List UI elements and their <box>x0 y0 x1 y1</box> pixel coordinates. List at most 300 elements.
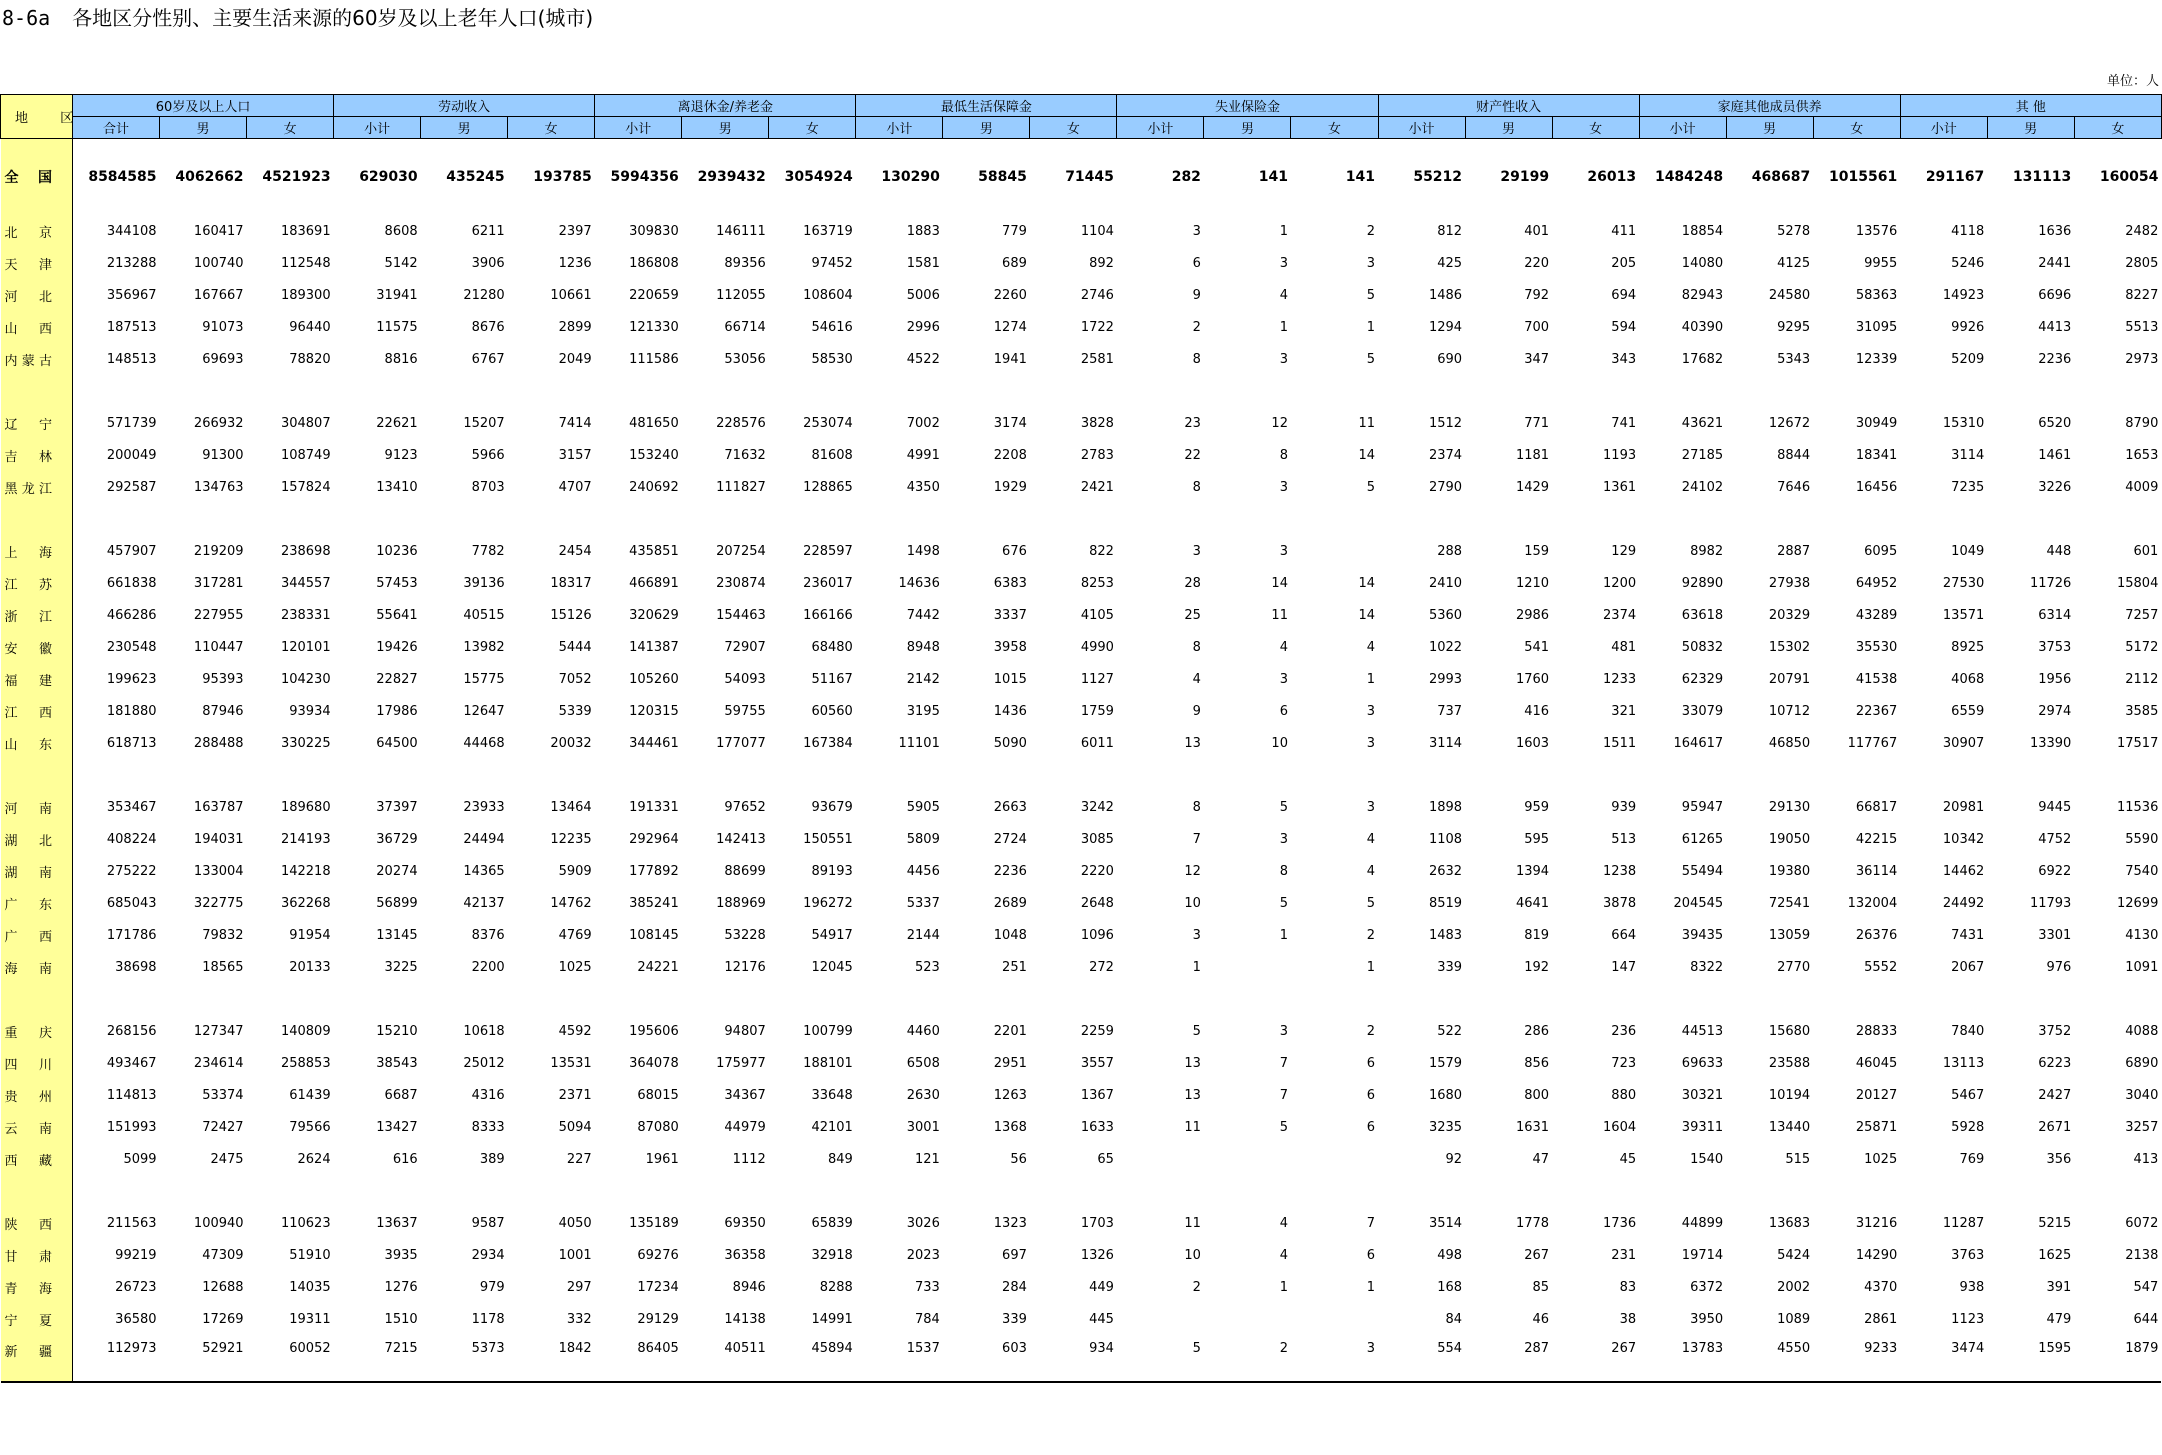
table-cell: 697 <box>1002 1247 1027 1263</box>
table-cell: 9 <box>1192 287 1201 303</box>
table-cell: 51167 <box>811 671 853 687</box>
table-cell: 15680 <box>1768 1023 1811 1039</box>
table-cell: 104230 <box>280 671 331 687</box>
table-cell: 129 <box>1611 543 1637 559</box>
table-cell: 1274 <box>993 319 1027 335</box>
table-cell: 1 <box>1192 959 1201 975</box>
table-cell: 3225 <box>384 959 418 975</box>
table-cell: 9 <box>1192 703 1201 719</box>
table-cell: 71445 <box>1065 169 1114 185</box>
table-cell: 1048 <box>993 927 1027 943</box>
table-cell: 219209 <box>193 543 244 559</box>
table-cell: 1001 <box>558 1247 592 1263</box>
table-cell: 4125 <box>1777 255 1811 271</box>
table-cell: 205 <box>1611 255 1637 271</box>
table-cell: 3242 <box>1080 799 1114 815</box>
region-name: 重 庆 <box>1 1015 73 1047</box>
table-cell: 344108 <box>106 223 157 239</box>
table-cell: 17517 <box>2116 735 2159 751</box>
table-cell: 5090 <box>993 735 1027 751</box>
table-cell: 2986 <box>1515 607 1550 623</box>
table-cell: 661838 <box>106 575 157 591</box>
spacer-row <box>1 759 2162 791</box>
table-cell: 723 <box>1611 1055 1637 1071</box>
table-cell: 4350 <box>906 479 940 495</box>
table-cell: 13783 <box>1639 1335 1726 1382</box>
header-sub-1-1: 男 <box>421 117 508 139</box>
table-cell: 2421 <box>1080 479 1114 495</box>
table-cell: 253074 <box>803 415 853 431</box>
table-cell: 6223 <box>2038 1055 2072 1071</box>
region-name: 青 海 <box>1 1271 73 1303</box>
table-cell: 29199 <box>1500 169 1550 185</box>
table-cell: 7 <box>1192 831 1201 847</box>
table-cell: 266932 <box>193 415 244 431</box>
table-cell: 284 <box>1002 1279 1027 1295</box>
table-cell: 1276 <box>384 1279 418 1295</box>
table-cell: 141387 <box>629 639 679 655</box>
table-cell: 391 <box>2046 1279 2072 1295</box>
header-sub-3-0: 小计 <box>856 117 943 139</box>
table-cell: 43289 <box>1855 607 1898 623</box>
table-cell: 31941 <box>376 287 418 303</box>
table-cell: 30321 <box>1681 1087 1724 1103</box>
table-cell: 468687 <box>1751 169 1811 185</box>
table-cell: 356967 <box>106 287 157 303</box>
table-cell: 700 <box>1524 319 1550 335</box>
header-sub-4-0: 小计 <box>1117 117 1204 139</box>
table-cell: 3114 <box>1428 735 1463 751</box>
table-cell: 61439 <box>289 1087 331 1103</box>
table-cell: 18341 <box>1855 447 1898 463</box>
table-cell: 20791 <box>1768 671 1811 687</box>
table-cell: 741 <box>1611 415 1637 431</box>
table-cell: 3935 <box>384 1247 418 1263</box>
table-cell: 2805 <box>2125 255 2159 271</box>
table-cell: 11287 <box>1942 1215 1985 1231</box>
table-cell: 36358 <box>724 1247 766 1263</box>
table-cell: 1604 <box>1603 1119 1637 1135</box>
table-cell: 2260 <box>993 287 1027 303</box>
table-cell: 344557 <box>280 575 331 591</box>
table-cell: 230874 <box>716 575 766 591</box>
table-cell: 31216 <box>1855 1215 1898 1231</box>
table-cell: 41538 <box>1855 671 1898 687</box>
table-cell: 7540 <box>2125 863 2159 879</box>
header-sub-6-1: 男 <box>1726 117 1813 139</box>
table-cell: 317281 <box>193 575 244 591</box>
statistics-table <box>0 94 2162 1383</box>
table-cell: 117767 <box>1847 735 1898 751</box>
table-cell: 19050 <box>1768 831 1811 847</box>
table-cell: 779 <box>1002 223 1027 239</box>
table-cell: 26013 <box>1587 169 1637 185</box>
table-cell: 20274 <box>376 863 418 879</box>
table-cell: 2236 <box>2038 351 2072 367</box>
table-title: 各地区分性别、主要生活来源的60岁及以上老年人口(城市) <box>72 6 594 30</box>
table-cell: 1361 <box>1603 479 1637 495</box>
region-name: 新 疆 <box>1 1335 73 1382</box>
table-cell: 481650 <box>629 415 679 431</box>
table-cell: 979 <box>479 1279 505 1295</box>
table-row <box>1 1079 2162 1111</box>
table-cell: 157824 <box>280 479 331 495</box>
table-cell: 3763 <box>1951 1247 1985 1263</box>
table-cell: 4068 <box>1951 671 1985 687</box>
table-cell: 112055 <box>716 287 766 303</box>
table-cell: 2770 <box>1777 959 1811 975</box>
table-cell: 498 <box>1437 1247 1463 1263</box>
table-cell: 1 <box>1279 1279 1288 1295</box>
table-cell: 339 <box>1437 959 1463 975</box>
table-cell: 11793 <box>2029 895 2072 911</box>
table-cell: 14080 <box>1681 255 1724 271</box>
table-cell: 2648 <box>1080 895 1114 911</box>
table-cell <box>1117 1143 1204 1175</box>
table-row <box>1 439 2162 471</box>
region-spacer <box>1 503 73 535</box>
table-cell: 1323 <box>993 1215 1027 1231</box>
table-cell: 15310 <box>1942 415 1985 431</box>
table-cell: 92890 <box>1681 575 1724 591</box>
table-cell: 55641 <box>376 607 418 623</box>
table-cell: 66714 <box>724 319 766 335</box>
table-cell: 11 <box>1184 1119 1201 1135</box>
table-cell: 183691 <box>280 223 331 239</box>
table-cell: 571739 <box>106 415 157 431</box>
table-cell: 8925 <box>1951 639 1985 655</box>
table-cell: 737 <box>1437 703 1463 719</box>
table-cell: 411 <box>1611 223 1637 239</box>
table-cell: 79566 <box>289 1119 331 1135</box>
table-cell: 2993 <box>1428 671 1463 687</box>
table-cell: 515 <box>1785 1151 1811 1167</box>
table-cell: 3114 <box>1951 447 1985 463</box>
table-cell: 57453 <box>376 575 418 591</box>
table-cell: 95393 <box>202 671 244 687</box>
table-row <box>1 1111 2162 1143</box>
table-cell: 20329 <box>1768 607 1811 623</box>
table-cell: 91300 <box>202 447 244 463</box>
table-cell: 5809 <box>906 831 940 847</box>
table-cell: 5099 <box>123 1151 157 1167</box>
table-cell: 353467 <box>106 799 157 815</box>
header-group-2: 离退休金/养老金 <box>595 95 856 117</box>
region-name: 宁 夏 <box>1 1303 73 1335</box>
table-row <box>1 951 2162 983</box>
table-cell: 14991 <box>811 1311 853 1327</box>
table-cell: 4990 <box>1080 639 1114 655</box>
table-cell: 1326 <box>1080 1247 1114 1263</box>
table-cell: 448 <box>2046 543 2072 559</box>
table-cell: 72427 <box>202 1119 244 1135</box>
table-cell: 15126 <box>550 607 592 623</box>
table-cell: 55212 <box>1413 169 1463 185</box>
table-cell: 416 <box>1524 703 1550 719</box>
table-cell: 4009 <box>2125 479 2159 495</box>
table-cell: 849 <box>827 1151 853 1167</box>
table-cell: 14138 <box>724 1311 766 1327</box>
table-cell: 5424 <box>1777 1247 1811 1263</box>
table-cell: 292964 <box>629 831 679 847</box>
table-cell: 1625 <box>2038 1247 2072 1263</box>
table-cell: 5590 <box>2125 831 2159 847</box>
region-name: 西 藏 <box>1 1143 73 1175</box>
table-cell: 5215 <box>2038 1215 2072 1231</box>
table-cell: 99219 <box>115 1247 157 1263</box>
table-cell: 362268 <box>280 895 331 911</box>
region-name: 甘 肃 <box>1 1239 73 1271</box>
table-cell: 690 <box>1437 351 1463 367</box>
table-cell: 238331 <box>280 607 331 623</box>
table-cell: 97652 <box>724 799 766 815</box>
table-cell: 3 <box>1279 255 1288 271</box>
table-cell: 30907 <box>1942 735 1985 751</box>
table-row <box>1 1015 2162 1047</box>
table-row <box>1 1303 2162 1335</box>
table-cell: 12699 <box>2116 895 2159 911</box>
table-cell: 87946 <box>202 703 244 719</box>
table-cell: 39136 <box>463 575 505 591</box>
table-cell: 1603 <box>1515 735 1550 751</box>
table-cell: 3878 <box>1603 895 1637 911</box>
table-cell: 1 <box>1279 319 1288 335</box>
table-cell: 66817 <box>1855 799 1898 815</box>
table-cell: 2201 <box>993 1023 1027 1039</box>
table-cell: 46850 <box>1768 735 1811 751</box>
table-cell: 1022 <box>1428 639 1463 655</box>
table-cell: 523 <box>915 959 940 975</box>
table-cell: 42137 <box>463 895 505 911</box>
table-cell: 236 <box>1611 1023 1637 1039</box>
table-cell: 14 <box>1271 575 1288 591</box>
table-cell: 193785 <box>533 169 592 185</box>
table-cell: 4 <box>1366 831 1376 847</box>
table-cell: 3474 <box>1900 1335 1987 1382</box>
table-cell: 2067 <box>1951 959 1985 975</box>
table-cell: 959 <box>1524 799 1550 815</box>
header-sub-2-1: 男 <box>682 117 769 139</box>
table-cell: 108604 <box>803 287 853 303</box>
table-cell: 7431 <box>1951 927 1985 943</box>
header-sub-6-0: 小计 <box>1639 117 1726 139</box>
table-cell: 1091 <box>2125 959 2159 975</box>
table-cell: 13410 <box>376 479 418 495</box>
table-cell: 1 <box>1366 959 1376 975</box>
table-cell: 10712 <box>1768 703 1811 719</box>
table-cell: 8 <box>1192 799 1201 815</box>
table-cell: 408224 <box>106 831 157 847</box>
table-cell: 227955 <box>193 607 244 623</box>
table-cell: 6559 <box>1951 703 1985 719</box>
table-row <box>1 471 2162 503</box>
table-row <box>1 139 2162 216</box>
table-cell: 288 <box>1437 543 1463 559</box>
table-cell: 2410 <box>1428 575 1463 591</box>
table-cell: 4550 <box>1726 1335 1813 1382</box>
table-cell: 91954 <box>289 927 331 943</box>
table-cell: 14 <box>1358 575 1376 591</box>
table-cell: 4460 <box>906 1023 940 1039</box>
table-cell: 195606 <box>629 1023 679 1039</box>
table-cell: 26376 <box>1855 927 1898 943</box>
table-cell: 7646 <box>1777 479 1811 495</box>
table-cell: 522 <box>1437 1023 1463 1039</box>
table-cell: 3906 <box>471 255 505 271</box>
table-cell: 2144 <box>906 927 940 943</box>
table-cell: 5278 <box>1777 223 1811 239</box>
table-cell: 18565 <box>202 959 244 975</box>
table-cell: 2049 <box>558 351 592 367</box>
table-cell: 111586 <box>629 351 679 367</box>
table-cell: 356 <box>2046 1151 2072 1167</box>
table-cell: 20133 <box>289 959 331 975</box>
table-cell: 24580 <box>1768 287 1811 303</box>
table-cell: 258853 <box>280 1055 331 1071</box>
table-cell: 1498 <box>906 543 940 559</box>
table-cell: 130290 <box>881 169 940 185</box>
table-cell: 24102 <box>1681 479 1724 495</box>
table-cell: 8946 <box>732 1279 766 1295</box>
table-cell: 108145 <box>629 927 679 943</box>
table-cell: 20032 <box>550 735 592 751</box>
table-cell: 87080 <box>637 1119 679 1135</box>
table-cell: 199623 <box>106 671 157 687</box>
table-cell: 91073 <box>202 319 244 335</box>
table-cell: 11 <box>1184 1215 1201 1231</box>
table-cell: 8790 <box>2125 415 2159 431</box>
region-name: 贵 州 <box>1 1079 73 1111</box>
table-cell: 131113 <box>2012 169 2072 185</box>
table-cell: 1049 <box>1951 543 1985 559</box>
table-cell: 72907 <box>724 639 766 655</box>
table-cell: 46045 <box>1855 1055 1898 1071</box>
table-cell: 50832 <box>1681 639 1724 655</box>
table-cell: 1193 <box>1603 447 1637 463</box>
table-cell: 8816 <box>384 351 418 367</box>
table-cell: 171786 <box>106 927 157 943</box>
table-cell: 332 <box>566 1311 592 1327</box>
table-cell: 12339 <box>1855 351 1898 367</box>
table-cell: 14636 <box>898 575 940 591</box>
table-cell: 36114 <box>1855 863 1898 879</box>
table-cell: 214193 <box>280 831 331 847</box>
table-cell: 4118 <box>1951 223 1985 239</box>
table-cell <box>1291 1303 1378 1335</box>
table-row <box>1 343 2162 375</box>
table-cell: 10236 <box>376 543 418 559</box>
table-cell: 481 <box>1611 639 1637 655</box>
table-cell: 160054 <box>2099 169 2159 185</box>
table-cell: 594 <box>1611 319 1637 335</box>
table-cell: 2112 <box>2125 671 2159 687</box>
table-cell: 7 <box>1366 1215 1376 1231</box>
table-cell: 7840 <box>1951 1023 1985 1039</box>
table-cell: 60052 <box>247 1335 334 1382</box>
table-cell: 364078 <box>629 1055 679 1071</box>
table-cell: 227 <box>566 1151 592 1167</box>
region-header: 地 区 <box>1 95 73 139</box>
table-cell: 2475 <box>210 1151 244 1167</box>
table-cell: 4641 <box>1515 895 1550 911</box>
table-cell: 32918 <box>811 1247 853 1263</box>
table-cell: 6520 <box>2038 415 2072 431</box>
table-cell: 3 <box>1279 479 1288 495</box>
table-cell: 13464 <box>550 799 592 815</box>
table-cell: 6 <box>1192 255 1201 271</box>
table-cell: 493467 <box>106 1055 157 1071</box>
table-cell: 15302 <box>1768 639 1811 655</box>
table-cell: 11536 <box>2116 799 2159 815</box>
table-cell: 1025 <box>558 959 592 975</box>
table-cell: 3235 <box>1428 1119 1463 1135</box>
region-name: 内蒙古 <box>1 343 73 375</box>
table-cell: 36729 <box>376 831 418 847</box>
header-sub-1-0: 小计 <box>334 117 421 139</box>
table-cell: 134763 <box>193 479 244 495</box>
table-cell: 1 <box>1279 223 1288 239</box>
table-cell: 2899 <box>558 319 592 335</box>
region-name: 陕 西 <box>1 1207 73 1239</box>
table-cell: 3557 <box>1080 1055 1114 1071</box>
table-cell: 5444 <box>558 639 592 655</box>
table-cell: 2374 <box>1603 607 1637 623</box>
table-cell: 4370 <box>1864 1279 1898 1295</box>
region-spacer <box>1 759 73 791</box>
table-cell: 19380 <box>1768 863 1811 879</box>
table-cell <box>1204 1303 1291 1335</box>
table-cell: 97452 <box>811 255 853 271</box>
table-cell: 191331 <box>629 799 679 815</box>
table-cell: 23 <box>1184 415 1201 431</box>
table-cell: 1123 <box>1951 1311 1985 1327</box>
region-name: 云 南 <box>1 1111 73 1143</box>
table-cell: 4769 <box>558 927 592 943</box>
table-cell: 24492 <box>1942 895 1985 911</box>
table-cell: 4088 <box>2125 1023 2159 1039</box>
table-cell: 6072 <box>2125 1215 2159 1231</box>
table-cell: 234614 <box>193 1055 244 1071</box>
region-name: 山 西 <box>1 311 73 343</box>
table-cell: 5 <box>1117 1335 1204 1382</box>
table-cell: 401 <box>1524 223 1550 239</box>
table-cell: 92 <box>1445 1151 1463 1167</box>
table-cell: 1736 <box>1603 1215 1637 1231</box>
table-cell: 12045 <box>811 959 853 975</box>
table-cell: 2138 <box>2125 1247 2159 1263</box>
table-row <box>1 887 2162 919</box>
table-cell: 5909 <box>558 863 592 879</box>
table-cell: 5006 <box>906 287 940 303</box>
table-cell: 819 <box>1524 927 1550 943</box>
table-cell: 22 <box>1184 447 1201 463</box>
table-cell: 1394 <box>1515 863 1550 879</box>
table-cell: 7002 <box>906 415 940 431</box>
table-cell: 3 <box>1279 671 1288 687</box>
table-cell: 3157 <box>558 447 592 463</box>
table-cell: 22827 <box>376 671 418 687</box>
table-cell: 330225 <box>280 735 331 751</box>
table-cell: 1233 <box>1603 671 1637 687</box>
table-cell: 160417 <box>193 223 244 239</box>
table-cell: 28 <box>1184 575 1201 591</box>
table-cell: 2441 <box>2038 255 2072 271</box>
table-cell <box>1291 1143 1378 1175</box>
table-cell: 13576 <box>1855 223 1898 239</box>
table-cell: 6095 <box>1864 543 1898 559</box>
table-cell: 38543 <box>376 1055 418 1071</box>
table-cell: 466891 <box>629 575 679 591</box>
